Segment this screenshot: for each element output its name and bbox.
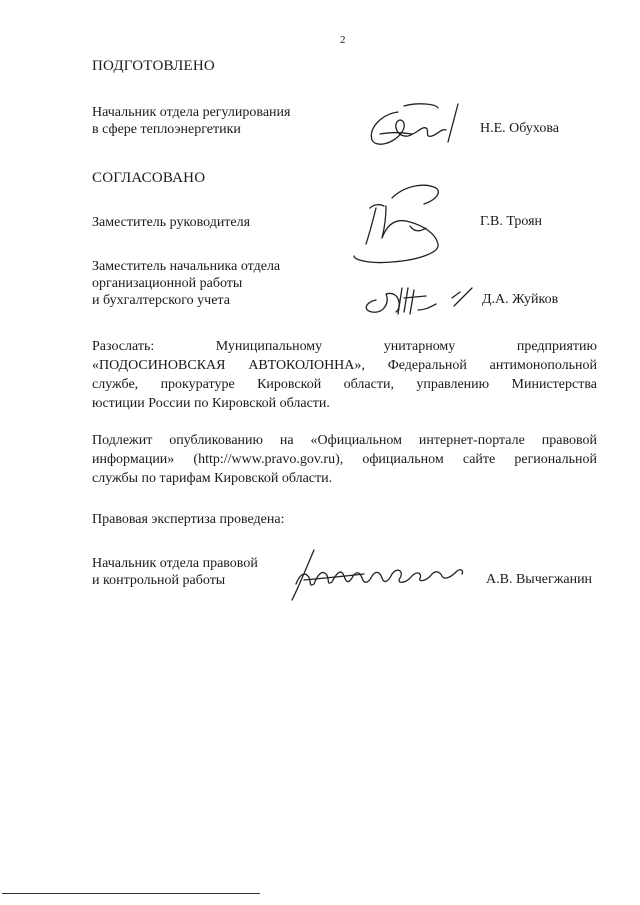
footer-rule	[2, 893, 260, 894]
page-number: 2	[340, 34, 346, 46]
publication-line: Подлежит опубликованию на «Официальном интернет-портале правовой	[92, 433, 597, 448]
signature-obukhova	[360, 98, 470, 150]
prepared-name: Н.Е. Обухова	[480, 121, 559, 136]
prepared-position-line: Начальник отдела регулирования	[92, 105, 291, 120]
publication-line: информации» (http://www.pravo.gov.ru), официальном сайте региональной	[92, 452, 597, 467]
signature-zhuikov	[356, 280, 476, 320]
agreed-position-line: организационной работы	[92, 276, 243, 291]
legal-review-name: А.В. Вычегжанин	[486, 572, 593, 587]
agreed-position-line: Заместитель руководителя	[92, 215, 251, 230]
legal-review-statement: Правовая экспертиза проведена:	[92, 512, 285, 527]
prepared-heading: ПОДГОТОВЛЕНО	[92, 58, 215, 74]
prepared-position-line: в сфере теплоэнергетики	[92, 122, 241, 137]
distribution-line: «ПОДОСИНОВСКАЯ АВТОКОЛОННА», Федеральной антимонопольной	[92, 358, 597, 373]
agreed-name: Д.А. Жуйков	[482, 292, 559, 307]
agreed-position-line: Заместитель начальника отдела	[92, 259, 281, 274]
distribution-line: службе, прокуратуре Кировской области, управлению Министерства	[92, 377, 597, 392]
legal-review-position-line: и контрольной работы	[92, 573, 226, 588]
publication-line: службы по тарифам Кировской области.	[92, 471, 333, 486]
agreed-position-line: и бухгалтерского учета	[92, 293, 230, 308]
legal-review-position-line: Начальник отдела правовой	[92, 556, 258, 571]
agreed-heading: СОГЛАСОВАНО	[92, 170, 206, 186]
publication-paragraph	[92, 431, 597, 488]
distribution-line: Разослать: Муниципальному унитарному предприятию	[92, 339, 597, 354]
signature-vychegzhanin	[286, 544, 476, 604]
signature-troyan	[340, 178, 460, 268]
distribution-line: юстиции России по Кировской области.	[92, 396, 330, 411]
agreed-name: Г.В. Троян	[480, 214, 543, 229]
distribution-paragraph	[92, 337, 597, 413]
